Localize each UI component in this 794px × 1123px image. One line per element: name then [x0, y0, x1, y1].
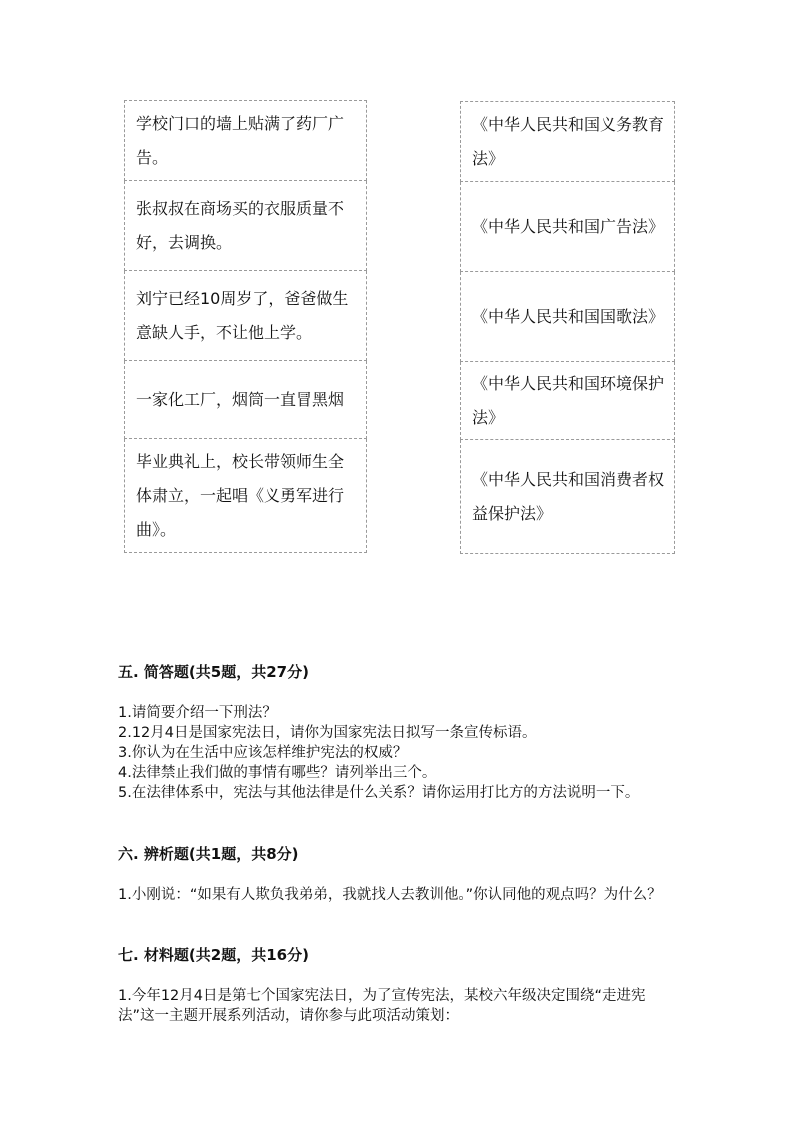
question: 1.小刚说：“如果有人欺负我弟弟，我就找人去教训他。”你认同他的观点吗？为什么？ [118, 887, 662, 903]
right-item: 《中华人民共和国消费者权益保护法》 [461, 440, 675, 554]
right-item: 《中华人民共和国广告法》 [461, 182, 675, 272]
left-item: 一家化工厂，烟筒一直冒黑烟 [125, 361, 367, 439]
question: 1.今年12月4日是第七个国家宪法日，为了宣传宪法，某校六年级决定围绕“走进宪法”这一主题开展系列活动，请你参与此项活动策划： [118, 988, 646, 1024]
question: 1.请简要介绍一下刑法？ [118, 705, 277, 721]
right-item: 《中华人民共和国环境保护法》 [461, 362, 675, 440]
section-short-answer [118, 661, 678, 803]
left-item: 张叔叔在商场买的衣服质量不好，去调换。 [125, 181, 367, 271]
question: 3.你认为在生活中应该怎样维护宪法的权威？ [118, 745, 408, 761]
section-title: 七. 材料题(共2题，共16分) [118, 946, 309, 964]
section-title: 六. 辨析题(共1题，共8分) [118, 845, 299, 863]
question: 4.法律禁止我们做的事情有哪些？请列举出三个。 [118, 765, 437, 781]
right-item: 《中华人民共和国义务教育法》 [461, 102, 675, 182]
question: 2.12月4日是国家宪法日，请你为国家宪法日拟写一条宣传标语。 [118, 725, 537, 741]
section-title: 五. 简答题(共5题，共27分) [118, 663, 309, 681]
left-item: 毕业典礼上，校长带领师生全体肃立，一起唱《义勇军进行曲》。 [125, 439, 367, 553]
left-match-table [124, 100, 367, 553]
right-match-table [460, 101, 675, 554]
question: 5.在法律体系中，宪法与其他法律是什么关系？请你运用打比方的方法说明一下。 [118, 785, 640, 801]
section-material [118, 944, 678, 1026]
left-item: 学校门口的墙上贴满了药厂广告。 [125, 101, 367, 181]
section-analysis [118, 843, 678, 905]
left-item: 刘宁已经10周岁了，爸爸做生意缺人手，不让他上学。 [125, 271, 367, 361]
right-item: 《中华人民共和国国歌法》 [461, 272, 675, 362]
